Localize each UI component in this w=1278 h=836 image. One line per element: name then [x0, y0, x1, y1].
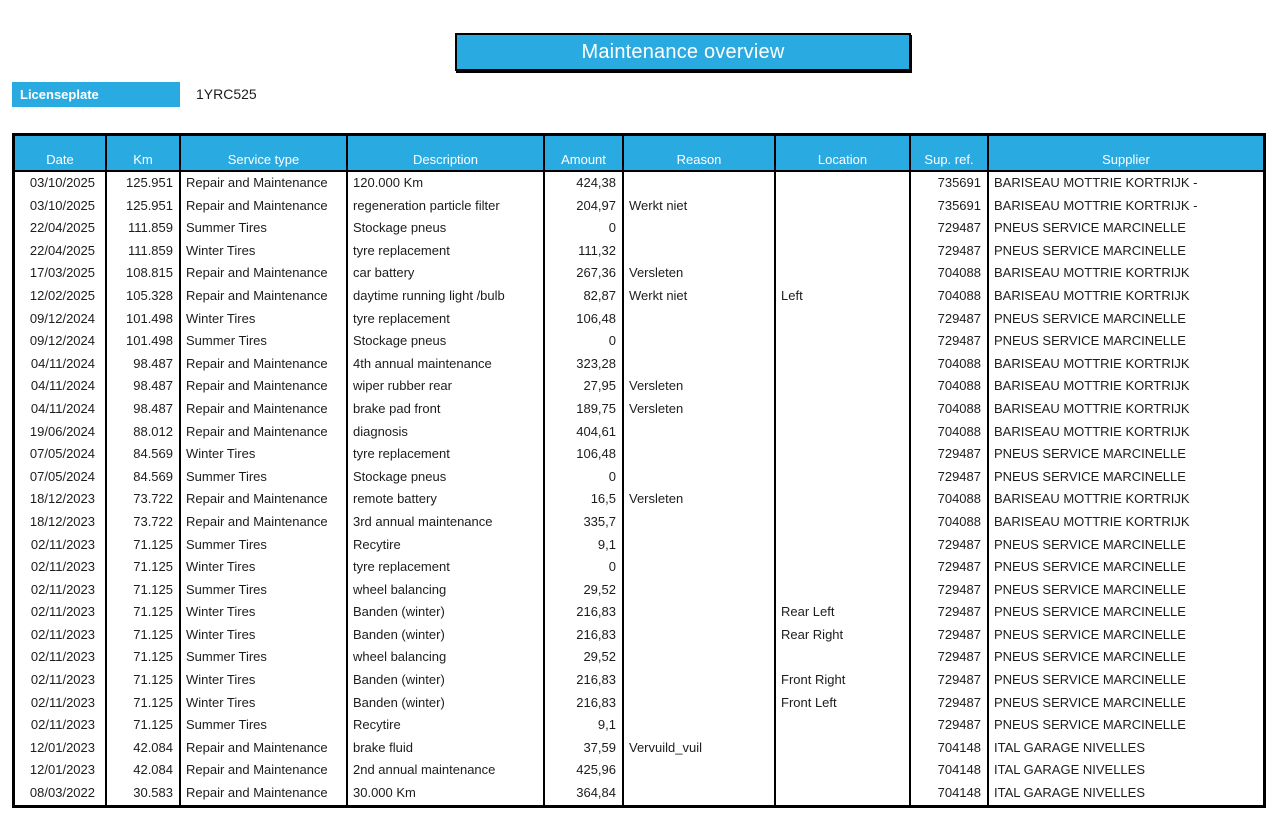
- cell-reason: [624, 466, 776, 489]
- cell-supplier: PNEUS SERVICE MARCINELLE: [994, 310, 1186, 326]
- cell-location: [776, 782, 911, 805]
- cell-service_type: Winter Tires: [181, 308, 348, 331]
- table-row: [15, 488, 1263, 511]
- cell-service_type: Repair and Maintenance: [181, 172, 348, 195]
- cell-sup_ref: 704088: [911, 353, 989, 376]
- cell-location: [776, 240, 911, 263]
- cell-date: 02/11/2023: [15, 534, 107, 557]
- cell-date: 07/05/2024: [15, 466, 107, 489]
- cell-description: diagnosis: [348, 421, 545, 444]
- cell-amount: 106,48: [545, 443, 624, 466]
- cell-km: 101.498: [107, 308, 181, 331]
- table-row: [15, 217, 1263, 240]
- cell-supplier: BARISEAU MOTTRIE KORTRIJK: [994, 491, 1190, 507]
- cell-sup_ref: 729487: [911, 534, 989, 557]
- cell-supplier: PNEUS SERVICE MARCINELLE: [994, 649, 1186, 665]
- cell-reason: [624, 601, 776, 624]
- cell-amount: 335,7: [545, 511, 624, 534]
- cell-service_type: Winter Tires: [181, 624, 348, 647]
- cell-date: 02/11/2023: [15, 692, 107, 715]
- cell-supplier: PNEUS SERVICE MARCINELLE: [994, 626, 1186, 642]
- cell-reason: Werkt niet: [624, 195, 776, 218]
- cell-km: 98.487: [107, 375, 181, 398]
- cell-km: 125.951: [107, 195, 181, 218]
- cell-location: [776, 466, 911, 489]
- cell-reason: [624, 579, 776, 602]
- cell-supplier: BARISEAU MOTTRIE KORTRIJK: [994, 513, 1190, 529]
- cell-description: brake fluid: [348, 737, 545, 760]
- cell-km: 88.012: [107, 421, 181, 444]
- cell-description: tyre replacement: [348, 308, 545, 331]
- cell-location: Rear Left: [776, 601, 911, 624]
- table-row: [15, 601, 1263, 624]
- cell-sup_ref: 704148: [911, 737, 989, 760]
- cell-date: 02/11/2023: [15, 579, 107, 602]
- cell-date: 09/12/2024: [15, 330, 107, 353]
- cell-amount: 404,61: [545, 421, 624, 444]
- cell-sup_ref: 704088: [911, 262, 989, 285]
- cell-amount: 0: [545, 217, 624, 240]
- cell-date: 04/11/2024: [15, 353, 107, 376]
- cell-service_type: Winter Tires: [181, 601, 348, 624]
- cell-reason: Versleten: [624, 488, 776, 511]
- table-row: [15, 443, 1263, 466]
- cell-date: 02/11/2023: [15, 624, 107, 647]
- cell-sup_ref: 704088: [911, 421, 989, 444]
- cell-km: 98.487: [107, 398, 181, 421]
- cell-supplier: PNEUS SERVICE MARCINELLE: [994, 536, 1186, 552]
- cell-service_type: Summer Tires: [181, 579, 348, 602]
- cell-amount: 0: [545, 556, 624, 579]
- cell-description: regeneration particle filter: [348, 195, 545, 218]
- cell-date: 02/11/2023: [15, 646, 107, 669]
- cell-reason: Werkt niet: [624, 285, 776, 308]
- cell-service_type: Winter Tires: [181, 692, 348, 715]
- cell-km: 73.722: [107, 488, 181, 511]
- cell-location: [776, 375, 911, 398]
- cell-sup_ref: 729487: [911, 579, 989, 602]
- cell-service_type: Winter Tires: [181, 240, 348, 263]
- cell-date: 12/01/2023: [15, 759, 107, 782]
- cell-location: [776, 714, 911, 737]
- cell-description: daytime running light /bulb: [348, 285, 545, 308]
- cell-reason: [624, 217, 776, 240]
- cell-km: 98.487: [107, 353, 181, 376]
- maintenance-table: [12, 133, 1266, 808]
- cell-supplier: PNEUS SERVICE MARCINELLE: [994, 242, 1186, 258]
- cell-service_type: Winter Tires: [181, 669, 348, 692]
- column-header-service_type: Service type: [181, 136, 348, 170]
- licenseplate-label: Licenseplate: [12, 82, 180, 107]
- cell-amount: 0: [545, 330, 624, 353]
- cell-amount: 9,1: [545, 534, 624, 557]
- cell-service_type: Repair and Maintenance: [181, 511, 348, 534]
- table-row: [15, 556, 1263, 579]
- cell-description: car battery: [348, 262, 545, 285]
- cell-location: Front Right: [776, 669, 911, 692]
- cell-reason: [624, 714, 776, 737]
- page-title: Maintenance overview: [455, 33, 911, 71]
- table-row: [15, 353, 1263, 376]
- cell-supplier: PNEUS SERVICE MARCINELLE: [994, 468, 1186, 484]
- cell-description: tyre replacement: [348, 443, 545, 466]
- cell-reason: [624, 240, 776, 263]
- table-row: [15, 398, 1263, 421]
- cell-reason: [624, 308, 776, 331]
- cell-reason: [624, 669, 776, 692]
- cell-description: wheel balancing: [348, 646, 545, 669]
- cell-supplier: PNEUS SERVICE MARCINELLE: [994, 581, 1186, 597]
- cell-location: [776, 488, 911, 511]
- column-header-km: Km: [107, 136, 181, 170]
- cell-description: Recytire: [348, 714, 545, 737]
- cell-location: [776, 534, 911, 557]
- table-row: [15, 285, 1263, 308]
- cell-km: 30.583: [107, 782, 181, 805]
- cell-date: 12/02/2025: [15, 285, 107, 308]
- cell-reason: [624, 330, 776, 353]
- cell-date: 04/11/2024: [15, 375, 107, 398]
- cell-reason: Versleten: [624, 262, 776, 285]
- table-row: [15, 624, 1263, 647]
- cell-service_type: Repair and Maintenance: [181, 737, 348, 760]
- column-header-description: Description: [348, 136, 545, 170]
- cell-reason: [624, 511, 776, 534]
- column-header-sup_ref: Sup. ref.: [911, 136, 989, 170]
- cell-km: 42.084: [107, 737, 181, 760]
- cell-km: 71.125: [107, 669, 181, 692]
- cell-sup_ref: 729487: [911, 466, 989, 489]
- cell-sup_ref: 729487: [911, 692, 989, 715]
- column-header-reason: Reason: [624, 136, 776, 170]
- cell-description: Stockage pneus: [348, 466, 545, 489]
- table-row: [15, 714, 1263, 737]
- cell-description: Banden (winter): [348, 601, 545, 624]
- cell-description: Banden (winter): [348, 669, 545, 692]
- cell-description: 120.000 Km: [348, 172, 545, 195]
- cell-amount: 216,83: [545, 692, 624, 715]
- cell-supplier: PNEUS SERVICE MARCINELLE: [994, 446, 1186, 462]
- cell-reason: [624, 646, 776, 669]
- cell-description: 30.000 Km: [348, 782, 545, 805]
- table-row: [15, 308, 1263, 331]
- cell-reason: [624, 624, 776, 647]
- table-row: [15, 534, 1263, 557]
- cell-supplier: PNEUS SERVICE MARCINELLE: [994, 717, 1186, 733]
- cell-service_type: Summer Tires: [181, 534, 348, 557]
- cell-sup_ref: 704088: [911, 488, 989, 511]
- table-row: [15, 466, 1263, 489]
- column-header-location: Location: [776, 136, 911, 170]
- cell-date: 18/12/2023: [15, 511, 107, 534]
- licenseplate-value: 1YRC525: [196, 86, 257, 102]
- cell-supplier: BARISEAU MOTTRIE KORTRIJK: [994, 400, 1190, 416]
- cell-sup_ref: 704088: [911, 285, 989, 308]
- cell-service_type: Repair and Maintenance: [181, 353, 348, 376]
- cell-amount: 27,95: [545, 375, 624, 398]
- cell-location: [776, 353, 911, 376]
- cell-km: 42.084: [107, 759, 181, 782]
- cell-supplier: BARISEAU MOTTRIE KORTRIJK -: [994, 197, 1198, 213]
- cell-date: 18/12/2023: [15, 488, 107, 511]
- cell-reason: [624, 692, 776, 715]
- cell-km: 111.859: [107, 240, 181, 263]
- cell-sup_ref: 735691: [911, 195, 989, 218]
- cell-service_type: Repair and Maintenance: [181, 488, 348, 511]
- cell-description: 4th annual maintenance: [348, 353, 545, 376]
- cell-sup_ref: 729487: [911, 330, 989, 353]
- cell-km: 71.125: [107, 601, 181, 624]
- cell-date: 12/01/2023: [15, 737, 107, 760]
- cell-amount: 0: [545, 466, 624, 489]
- table-row: [15, 692, 1263, 715]
- cell-sup_ref: 729487: [911, 624, 989, 647]
- cell-date: 03/10/2025: [15, 172, 107, 195]
- cell-reason: [624, 556, 776, 579]
- cell-service_type: Winter Tires: [181, 443, 348, 466]
- cell-service_type: Repair and Maintenance: [181, 262, 348, 285]
- cell-sup_ref: 704148: [911, 782, 989, 805]
- cell-supplier: ITAL GARAGE NIVELLES: [994, 785, 1145, 801]
- cell-amount: 204,97: [545, 195, 624, 218]
- cell-amount: 425,96: [545, 759, 624, 782]
- table-row: [15, 421, 1263, 444]
- cell-km: 84.569: [107, 466, 181, 489]
- cell-service_type: Summer Tires: [181, 466, 348, 489]
- table-header-row: [15, 136, 1263, 172]
- cell-amount: 37,59: [545, 737, 624, 760]
- cell-km: 84.569: [107, 443, 181, 466]
- cell-location: [776, 421, 911, 444]
- cell-km: 71.125: [107, 556, 181, 579]
- cell-description: tyre replacement: [348, 556, 545, 579]
- cell-reason: Vervuild_vuil: [624, 737, 776, 760]
- cell-amount: 189,75: [545, 398, 624, 421]
- cell-location: [776, 308, 911, 331]
- cell-reason: Versleten: [624, 398, 776, 421]
- cell-supplier: ITAL GARAGE NIVELLES: [994, 739, 1145, 755]
- cell-date: 02/11/2023: [15, 669, 107, 692]
- cell-sup_ref: 735691: [911, 172, 989, 195]
- cell-sup_ref: 729487: [911, 714, 989, 737]
- column-header-amount: Amount: [545, 136, 624, 170]
- cell-sup_ref: 704088: [911, 375, 989, 398]
- table-body: [15, 172, 1263, 805]
- cell-supplier: ITAL GARAGE NIVELLES: [994, 762, 1145, 778]
- cell-km: 71.125: [107, 714, 181, 737]
- cell-service_type: Repair and Maintenance: [181, 759, 348, 782]
- cell-km: 71.125: [107, 692, 181, 715]
- table-row: [15, 579, 1263, 602]
- cell-sup_ref: 729487: [911, 240, 989, 263]
- cell-amount: 111,32: [545, 240, 624, 263]
- table-row: [15, 669, 1263, 692]
- cell-supplier: BARISEAU MOTTRIE KORTRIJK: [994, 287, 1190, 303]
- cell-description: Banden (winter): [348, 624, 545, 647]
- cell-km: 101.498: [107, 330, 181, 353]
- table-row: [15, 737, 1263, 760]
- cell-description: wiper rubber rear: [348, 375, 545, 398]
- cell-date: 02/11/2023: [15, 601, 107, 624]
- cell-description: wheel balancing: [348, 579, 545, 602]
- cell-description: Recytire: [348, 534, 545, 557]
- cell-service_type: Repair and Maintenance: [181, 285, 348, 308]
- cell-supplier: BARISEAU MOTTRIE KORTRIJK: [994, 355, 1190, 371]
- cell-amount: 216,83: [545, 624, 624, 647]
- table-row: [15, 330, 1263, 353]
- cell-sup_ref: 704088: [911, 511, 989, 534]
- table-row: [15, 195, 1263, 218]
- cell-location: [776, 330, 911, 353]
- cell-location: [776, 579, 911, 602]
- cell-date: 03/10/2025: [15, 195, 107, 218]
- cell-service_type: Repair and Maintenance: [181, 375, 348, 398]
- cell-location: [776, 262, 911, 285]
- cell-location: [776, 443, 911, 466]
- cell-km: 73.722: [107, 511, 181, 534]
- cell-amount: 364,84: [545, 782, 624, 805]
- cell-supplier: PNEUS SERVICE MARCINELLE: [994, 694, 1186, 710]
- cell-reason: Versleten: [624, 375, 776, 398]
- cell-date: 17/03/2025: [15, 262, 107, 285]
- cell-service_type: Summer Tires: [181, 714, 348, 737]
- column-header-date: Date: [15, 136, 107, 170]
- cell-amount: 323,28: [545, 353, 624, 376]
- cell-amount: 267,36: [545, 262, 624, 285]
- cell-location: Rear Right: [776, 624, 911, 647]
- cell-km: 71.125: [107, 579, 181, 602]
- cell-description: 3rd annual maintenance: [348, 511, 545, 534]
- cell-date: 07/05/2024: [15, 443, 107, 466]
- cell-sup_ref: 729487: [911, 443, 989, 466]
- cell-date: 09/12/2024: [15, 308, 107, 331]
- cell-amount: 216,83: [545, 601, 624, 624]
- cell-date: 22/04/2025: [15, 217, 107, 240]
- cell-service_type: Repair and Maintenance: [181, 421, 348, 444]
- cell-sup_ref: 729487: [911, 601, 989, 624]
- cell-sup_ref: 729487: [911, 217, 989, 240]
- cell-supplier: BARISEAU MOTTRIE KORTRIJK: [994, 265, 1190, 281]
- cell-supplier: PNEUS SERVICE MARCINELLE: [994, 604, 1186, 620]
- cell-amount: 29,52: [545, 579, 624, 602]
- cell-amount: 16,5: [545, 488, 624, 511]
- cell-description: Stockage pneus: [348, 330, 545, 353]
- cell-date: 04/11/2024: [15, 398, 107, 421]
- cell-service_type: Repair and Maintenance: [181, 782, 348, 805]
- cell-service_type: Repair and Maintenance: [181, 195, 348, 218]
- cell-km: 71.125: [107, 624, 181, 647]
- cell-reason: [624, 759, 776, 782]
- cell-location: [776, 646, 911, 669]
- cell-amount: 29,52: [545, 646, 624, 669]
- cell-supplier: PNEUS SERVICE MARCINELLE: [994, 672, 1186, 688]
- cell-location: Left: [776, 285, 911, 308]
- cell-supplier: PNEUS SERVICE MARCINELLE: [994, 333, 1186, 349]
- cell-location: [776, 398, 911, 421]
- table-row: [15, 375, 1263, 398]
- cell-km: 111.859: [107, 217, 181, 240]
- cell-sup_ref: 704088: [911, 398, 989, 421]
- table-row: [15, 646, 1263, 669]
- cell-km: 108.815: [107, 262, 181, 285]
- cell-sup_ref: 704148: [911, 759, 989, 782]
- cell-description: brake pad front: [348, 398, 545, 421]
- cell-service_type: Winter Tires: [181, 556, 348, 579]
- cell-description: 2nd annual maintenance: [348, 759, 545, 782]
- cell-location: [776, 759, 911, 782]
- cell-amount: 216,83: [545, 669, 624, 692]
- cell-reason: [624, 782, 776, 805]
- cell-reason: [624, 443, 776, 466]
- cell-sup_ref: 729487: [911, 556, 989, 579]
- cell-description: Stockage pneus: [348, 217, 545, 240]
- cell-reason: [624, 534, 776, 557]
- cell-supplier: PNEUS SERVICE MARCINELLE: [994, 559, 1186, 575]
- cell-km: 125.951: [107, 172, 181, 195]
- cell-amount: 9,1: [545, 714, 624, 737]
- cell-sup_ref: 729487: [911, 308, 989, 331]
- cell-reason: [624, 172, 776, 195]
- cell-location: [776, 511, 911, 534]
- cell-sup_ref: 729487: [911, 669, 989, 692]
- column-header-supplier: Supplier: [1102, 152, 1150, 167]
- cell-description: remote battery: [348, 488, 545, 511]
- cell-supplier: BARISEAU MOTTRIE KORTRIJK -: [994, 175, 1198, 190]
- cell-amount: 424,38: [545, 172, 624, 195]
- cell-reason: [624, 421, 776, 444]
- cell-location: Front Left: [776, 692, 911, 715]
- cell-supplier: BARISEAU MOTTRIE KORTRIJK: [994, 423, 1190, 439]
- cell-location: [776, 195, 911, 218]
- cell-location: [776, 556, 911, 579]
- cell-location: [776, 737, 911, 760]
- cell-date: 02/11/2023: [15, 556, 107, 579]
- cell-reason: [624, 353, 776, 376]
- cell-date: 22/04/2025: [15, 240, 107, 263]
- cell-amount: 82,87: [545, 285, 624, 308]
- cell-date: 08/03/2022: [15, 782, 107, 805]
- table-row: [15, 262, 1263, 285]
- cell-supplier: PNEUS SERVICE MARCINELLE: [994, 220, 1186, 236]
- cell-km: 71.125: [107, 534, 181, 557]
- cell-service_type: Repair and Maintenance: [181, 398, 348, 421]
- cell-km: 71.125: [107, 646, 181, 669]
- cell-amount: 106,48: [545, 308, 624, 331]
- cell-location: [776, 172, 911, 195]
- cell-description: Banden (winter): [348, 692, 545, 715]
- table-row: [15, 759, 1263, 782]
- table-row: [15, 240, 1263, 263]
- cell-date: 02/11/2023: [15, 714, 107, 737]
- cell-sup_ref: 729487: [911, 646, 989, 669]
- cell-service_type: Summer Tires: [181, 217, 348, 240]
- cell-km: 105.328: [107, 285, 181, 308]
- cell-service_type: Summer Tires: [181, 330, 348, 353]
- cell-date: 19/06/2024: [15, 421, 107, 444]
- cell-supplier: BARISEAU MOTTRIE KORTRIJK: [994, 378, 1190, 394]
- cell-description: tyre replacement: [348, 240, 545, 263]
- table-row: [15, 511, 1263, 534]
- table-row: [15, 172, 1263, 195]
- cell-location: [776, 217, 911, 240]
- table-row: [15, 782, 1263, 805]
- cell-service_type: Summer Tires: [181, 646, 348, 669]
